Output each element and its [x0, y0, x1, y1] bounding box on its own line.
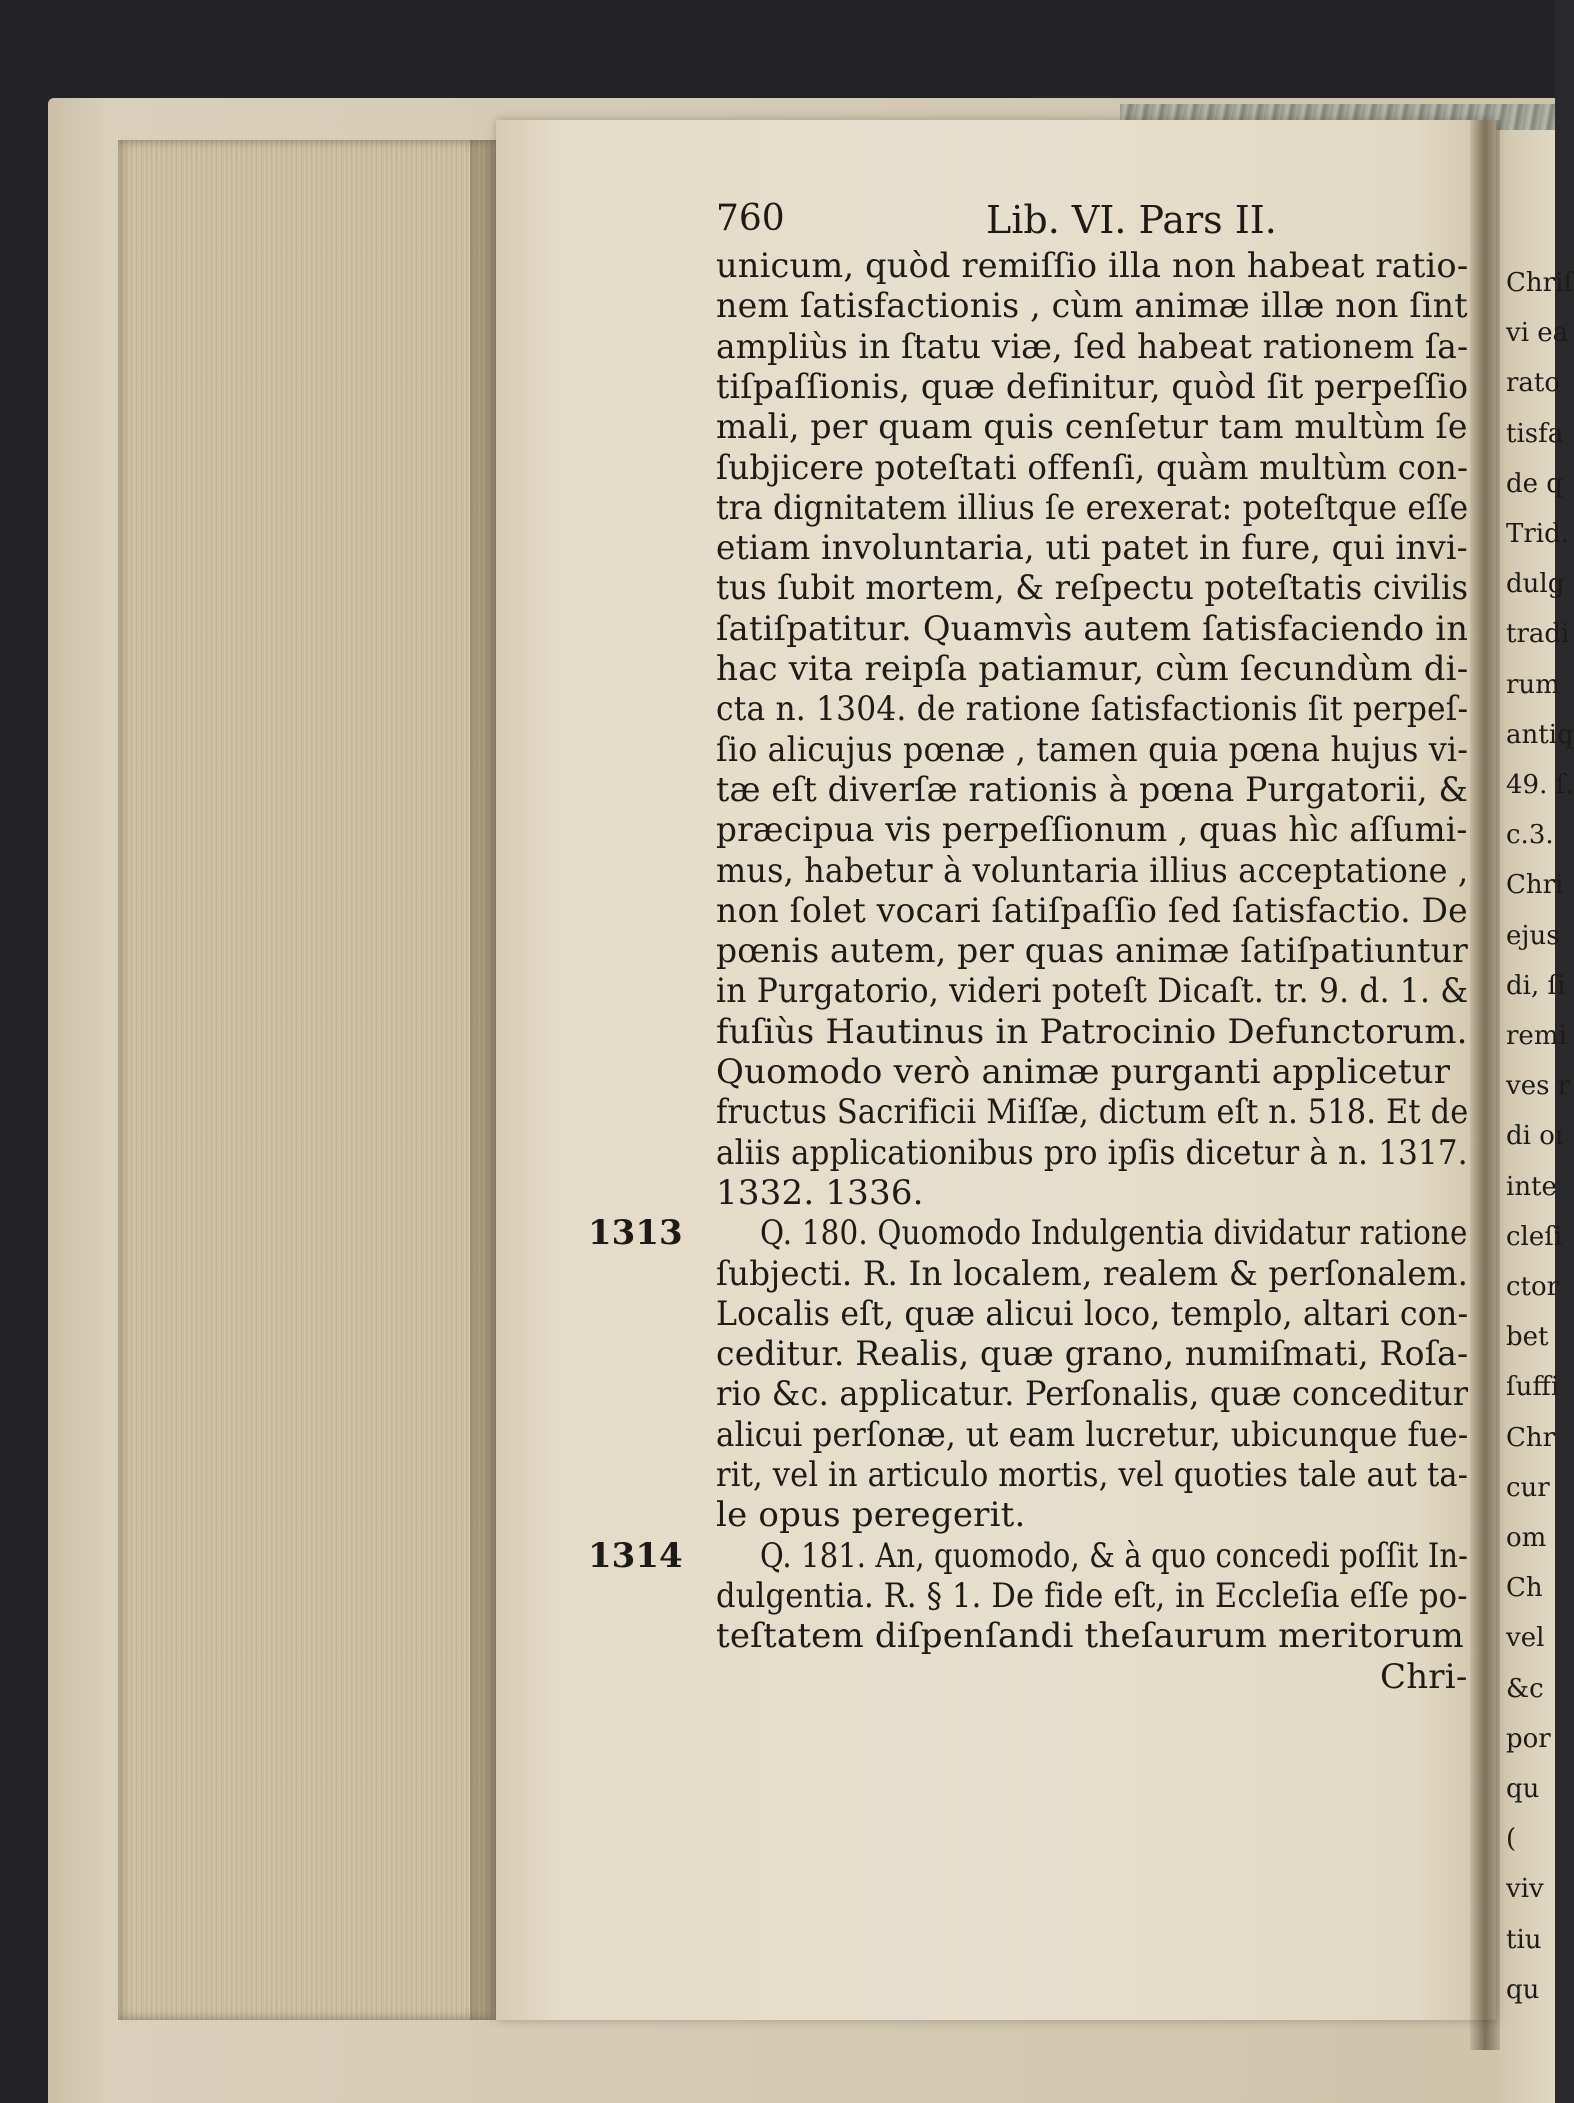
text-line: rit, vel in articulo mortis, vel quoties tale aut ta- [716, 1455, 1469, 1495]
text-line: alicui perſonæ, ut eam lucretur, ubicunque fue- [716, 1414, 1469, 1455]
page-number: 760 [716, 198, 785, 239]
text-line: le opus peregerit. [716, 1495, 1026, 1536]
facing-page-line: rato [1506, 368, 1561, 399]
facing-page-line: Chr [1506, 1422, 1556, 1453]
text-line: nem ſatisfactionis , cùm animæ illæ non ſint [716, 286, 1468, 327]
text-line: dulgentia. R. § 1. De fide eſt, in Eccleſia eſſe po- [716, 1575, 1468, 1616]
facing-page-line: viv [1506, 1874, 1544, 1905]
text-line: rio &c. applicatur. Perſonalis, quæ conceditur [716, 1374, 1469, 1415]
facing-page-line: remi [1506, 1021, 1567, 1051]
facing-page-line: ves r [1506, 1071, 1571, 1102]
facing-page-line: ( [1506, 1824, 1517, 1855]
gutter-shadow [1470, 120, 1500, 2050]
text-line: ceditur. Realis, quæ grano, numiſmati, Roſa- [716, 1334, 1469, 1375]
facing-page-line: por [1506, 1723, 1551, 1754]
facing-page-line: dulg [1506, 569, 1565, 600]
facing-page-line: ejus [1506, 920, 1560, 951]
text-line: unicum, quòd remiſſio illa non habeat ratio- [716, 246, 1469, 286]
text-line: ampliùs in ſtatu viæ, ſed habeat rationem ſa- [716, 326, 1469, 367]
text-line: tiſpaſſionis, quæ definitur, quòd ſit perpeſſio [716, 366, 1469, 407]
facing-page-line: tradi [1506, 619, 1570, 650]
text-line: ſio alicujus pœnæ , tamen quia pœna hujus vi- [716, 729, 1469, 770]
text-line: tæ eſt diverſæ rationis à pœna Purgatorii, & [716, 769, 1469, 810]
facing-page-line: bet [1506, 1322, 1549, 1353]
text-line: Q. 181. An, quomodo, & à quo concedi poſſit In- [760, 1535, 1469, 1576]
text-line: Q. 180. Quomodo Indulgentia dividatur ratione [760, 1213, 1468, 1254]
facing-page-line: Chriſ [1506, 268, 1574, 298]
facing-page-line: &c [1506, 1673, 1544, 1704]
facing-page-line: 49. ſ. [1506, 770, 1574, 800]
text-line: præcipua vis perpeſſionum , quas hìc aſſumi- [716, 810, 1468, 851]
facing-page-line: cur [1506, 1472, 1550, 1503]
facing-page-line: di, ſi [1506, 970, 1566, 1001]
text-line: ſubjicere poteſtati offenſi, quàm multùm con- [716, 447, 1469, 488]
page-heading: Lib. VI. Pars II. [986, 198, 1277, 242]
page-block-edge [118, 140, 496, 2020]
running-head [716, 198, 1476, 242]
text-line: fuſiùs Hautinus in Patrocinio Defunctorum. [716, 1011, 1468, 1052]
text-line: non ſolet vocari ſatiſpaſſio ſed ſatisfactio. De [716, 890, 1468, 931]
facing-page-line: antiq [1506, 719, 1574, 750]
text-line: aliis applicationibus pro ipſis dicetur à n. 1317. [716, 1132, 1468, 1173]
facing-page-line: Ch [1506, 1573, 1543, 1604]
text-line: Localis eſt, quæ alicui loco, templo, altari con- [716, 1293, 1469, 1334]
text-line: mali, per quam quis cenſetur tam multùm ſe [716, 407, 1468, 448]
text-line: etiam involuntaria, uti patet in fure, qui invi- [716, 528, 1468, 569]
text-line: in Purgatorio, videri poteſt Dicaſt. tr. 9. d. 1. & [716, 971, 1469, 1012]
facing-page-line: vi ea [1506, 318, 1569, 349]
text-line: cta n. 1304. de ratione ſatisfactionis ſit perpeſ- [716, 689, 1469, 730]
facing-page-line: qu [1506, 1974, 1540, 2005]
facing-page-line: ctor [1506, 1272, 1560, 1302]
facing-page-line: Trid. [1506, 519, 1569, 549]
text-line: fructus Sacrificii Miſſæ, dictum eſt n. 518. Et de [716, 1092, 1469, 1133]
facing-page-line: c.3. [1506, 820, 1554, 851]
facing-page-line: tisfa [1506, 418, 1564, 449]
facing-page-line: Chri [1506, 870, 1564, 901]
text-line: tus ſubit mortem, & reſpectu poteſtatis civilis [716, 568, 1469, 609]
text-line: teſtatem diſpenſandi theſaurum meritorum [716, 1616, 1464, 1657]
text-line: Quomodo verò animæ purganti applicetur [716, 1052, 1451, 1092]
facing-page-line: inte [1506, 1171, 1557, 1202]
text-line: mus, habetur à voluntaria illius acceptatione , [716, 850, 1469, 891]
facing-page-line: di oı [1506, 1121, 1564, 1152]
facing-page-line: de q [1506, 468, 1563, 499]
text-line: 1332. 1336. [716, 1172, 924, 1213]
facing-page-line: ſuffi [1506, 1372, 1560, 1403]
facing-page-line: tiu [1506, 1924, 1542, 1955]
text-line: tra dignitatem illius ſe erexerat: poteſtque eſſe [716, 487, 1469, 528]
margin-number: 1314 [588, 1535, 683, 1576]
facing-page-line: rum [1506, 669, 1560, 700]
margin-number: 1313 [588, 1213, 683, 1254]
text-line: hac vita reipſa patiamur, cùm ſecundùm di- [716, 649, 1469, 689]
facing-page-line: om [1506, 1523, 1547, 1553]
catchword: Chri- [1380, 1656, 1468, 1697]
facing-page-line: cleſi [1506, 1221, 1563, 1252]
text-line: ſubjecti. R. In localem, realem & perſonalem. [716, 1253, 1469, 1294]
facing-page-line: qu [1506, 1774, 1540, 1804]
text-line: ſatiſpatitur. Quamvìs autem ſatisfaciendo in [716, 608, 1469, 649]
facing-page-line: vel [1506, 1623, 1545, 1654]
text-line: pœnis autem, per quas animæ ſatiſpatiuntur [716, 931, 1468, 972]
